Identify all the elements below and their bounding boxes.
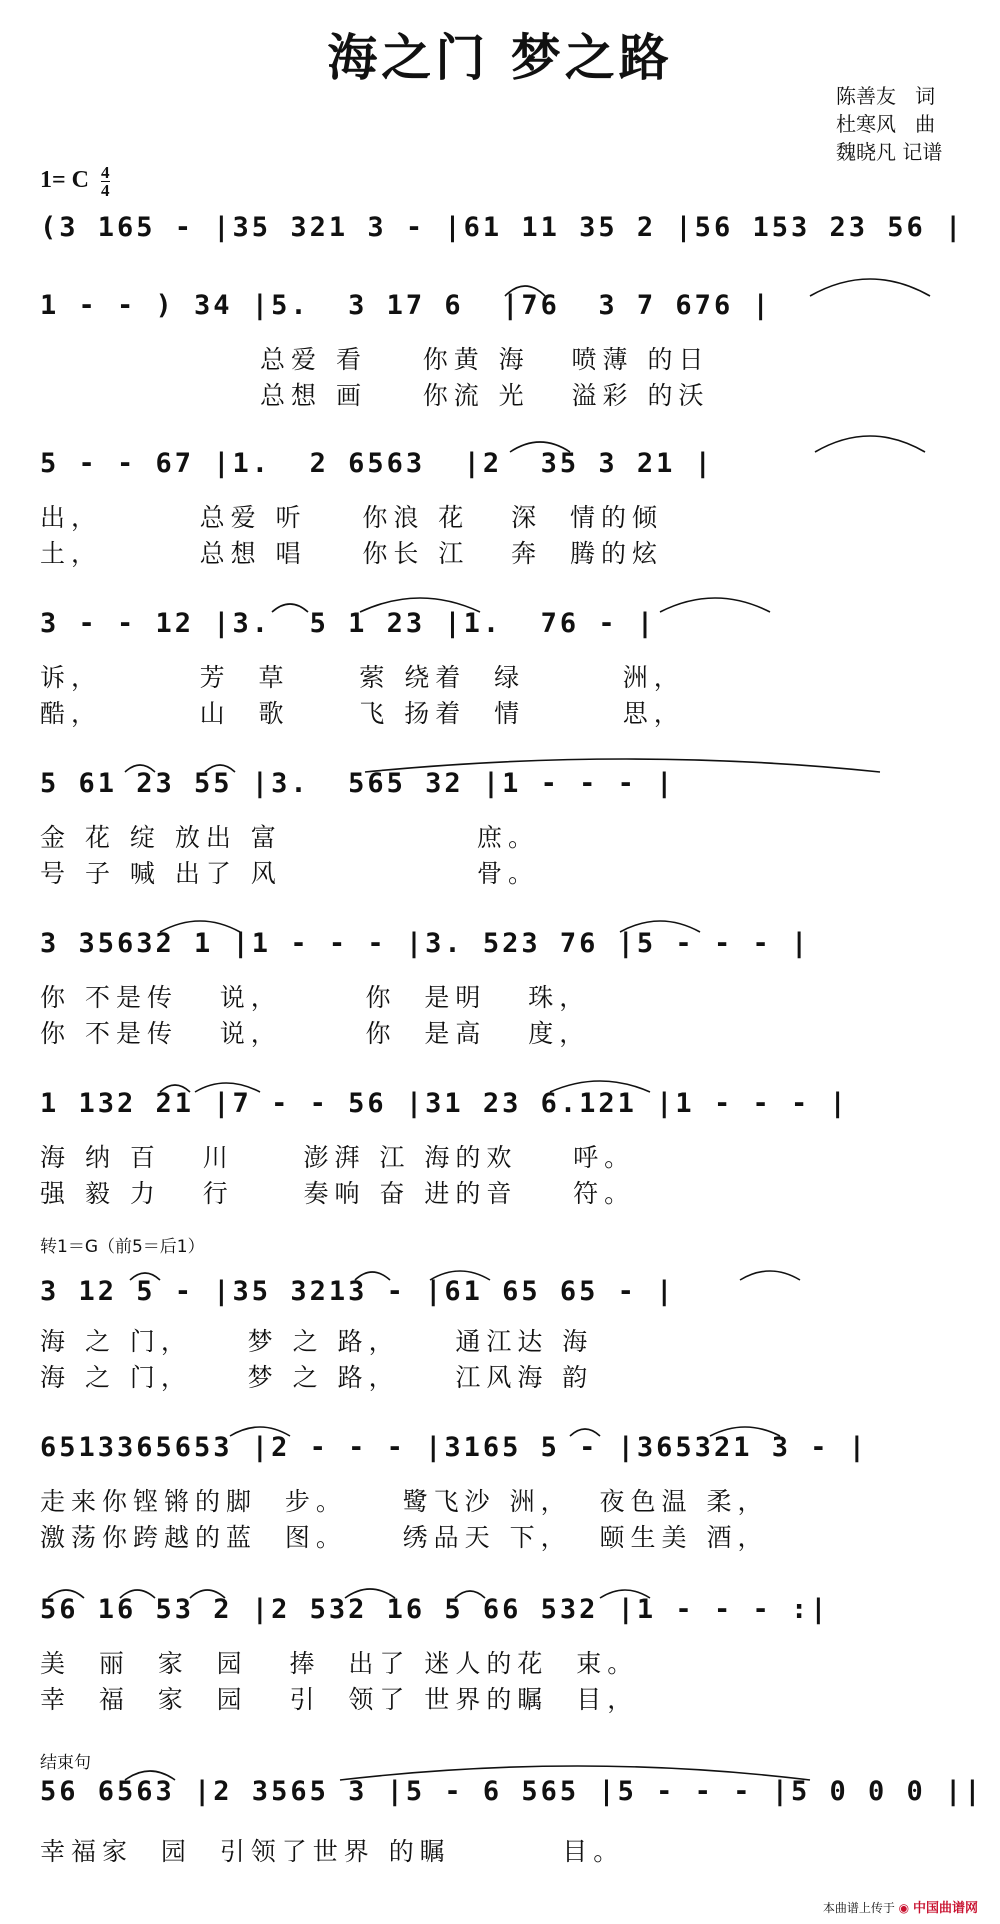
lyric-line: 幸 福 家 园 引 领了 世界的瞩 目，	[40, 1685, 639, 1714]
staff-notes: 3 35632 1 |1 - - - |3. 523 76 |5 - - - |	[40, 928, 811, 959]
time-signature-top: 4	[101, 163, 110, 182]
ending-label: 结束句	[40, 1753, 91, 1773]
lyric-line: 幸福家 园 引领了世界 的瞩 目。	[40, 1837, 625, 1866]
upload-footer	[823, 1897, 978, 1916]
lyric-line: 你 不是传 说， 你 是高 度，	[40, 1019, 591, 1048]
key-signature	[40, 164, 110, 199]
staff-notes: 5 61 23 55 |3. 565 32 |1 - - - |	[40, 768, 676, 799]
site-logo-icon: ◉	[898, 1901, 910, 1915]
lyric-line: 出， 总爱 听 你浪 花 深 情的倾	[40, 503, 664, 532]
time-signature-bottom: 4	[101, 181, 110, 200]
lyric-line: 金 花 绽 放出 富 庶。	[40, 823, 540, 852]
transcriber-credit: 魏晓凡 记谱	[836, 140, 943, 164]
staff-notes: 1 - - ) 34 |5. 3 17 6 |76 3 7 676 |	[40, 290, 772, 321]
lyric-line: 总想 画 你流 光 溢彩 的沃	[260, 381, 710, 410]
lyric-line: 土， 总想 唱 你长 江 奔 腾的炫	[40, 539, 664, 568]
staff-notes: 3 12 5 - |35 3213 - |61 65 65 - |	[40, 1276, 676, 1307]
lyric-line: 美 丽 家 园 捧 出了 迷人的花 束。	[40, 1649, 639, 1678]
lyric-line: 走来你铿锵的脚 步。 鹭飞沙 洲， 夜色温 柔，	[40, 1487, 769, 1516]
lyric-line: 海 纳 百 川 澎湃 江 海的欢 呼。	[40, 1143, 636, 1172]
footer-prefix: 本曲谱上传于	[822, 1901, 895, 1915]
lyric-line: 海 之 门， 梦 之 路， 江风海 韵	[40, 1363, 594, 1392]
footer-brand: 中国曲谱网	[912, 1901, 978, 1916]
staff-notes: 56 16 53 2 |2 532 16 5 66 532 |1 - - - :|	[40, 1594, 830, 1625]
staff-notes: 1 132 21 |7 - - 56 |31 23 6.121 |1 - - - |	[40, 1088, 849, 1119]
staff-notes: 6513365653 |2 - - - |3165 5 - |365321 3 - |	[40, 1432, 868, 1463]
lyric-line: 号 子 喊 出了 风 骨。	[40, 859, 540, 888]
lyric-line: 海 之 门， 梦 之 路， 通江达 海	[40, 1327, 594, 1356]
lyric-line: 激荡你跨越的蓝 图。 绣品天 下， 颐生美 酒，	[40, 1523, 769, 1552]
staff-notes: 5 - - 67 |1. 2 6563 |2 35 3 21 |	[40, 448, 714, 479]
staff-notes: 3 - - 12 |3. 5 1 23 |1. 76 - |	[40, 608, 657, 639]
page-title: 海之门 梦之路	[327, 29, 673, 87]
lyric-line: 强 毅 力 行 奏响 奋 进的音 符。	[40, 1179, 636, 1208]
composer-credit: 杜寒风 曲	[836, 112, 936, 136]
lyric-line: 诉， 芳 草 萦 绕着 绿 洲，	[40, 663, 685, 692]
lyric-line: 酷， 山 歌 飞 扬着 情 思，	[40, 699, 685, 728]
staff-notes: 56 6563 |2 3565 3 |5 - 6 565 |5 - - - |5 0 0 0 ||	[40, 1776, 984, 1807]
lyric-line: 你 不是传 说， 你 是明 珠，	[40, 983, 591, 1012]
lyric-line: 总爱 看 你黄 海 喷薄 的日	[260, 345, 710, 374]
key-label: 1= C	[40, 167, 90, 194]
modulation-marking: 转1＝G（前5＝后1）	[40, 1237, 205, 1257]
time-signature	[101, 164, 110, 199]
staff-notes: (3 165 - |35 321 3 - |61 11 35 2 |56 153 23 56 |	[40, 212, 965, 243]
lyricist-credit: 陈善友 词	[836, 84, 936, 108]
